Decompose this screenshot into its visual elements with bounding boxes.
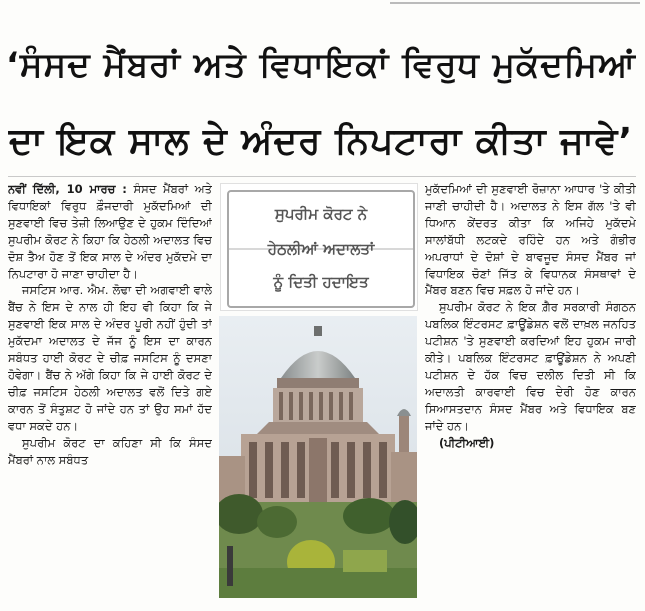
subheading-line-3: ਨੂੰ ਦਿਤੀ ਹਦਾਇਤ [273,273,369,291]
headline-divider [8,176,636,177]
article-paragraph [8,181,212,282]
paragraph-text: ਸੰਸਦ ਮੈਂਬਰਾਂ ਅਤੇ ਵਿਧਾਇਕਾਂ ਵਿਰੁਧ ਫ਼ੌਜਦਾਰੀ ਮੁਕੱਦਮਿਆਂ ਦੀ ਸੁਣਵਾਈ ਵਿਚ ਤੇਜ਼ੀ ਲਿਆਉਣ ਦੇ ਹੁਕਮ ਦਿੰਦਿਆਂ ਸੁਪਰੀਮ ਕੋਰਟ ਨੇ ਕਿਹਾ ਕਿ ਹੇਠਲੀ ਅਦਾਲਤ ਵਿਚ ਦੋਸ਼ ਤੈਅ ਹੋਣ ਤੋਂ ਇਕ ਸਾਲ ਦੇ ਅੰਦਰ ਮੁਕੱਦਮੇ ਦਾ ਨਿਪਟਾਰਾ ਹੋ ਜਾਣਾ ਚਾਹੀਦਾ ਹੈ। [8,182,212,281]
article-paragraph: ਸੁਪਰੀਮ ਕੋਰਟ ਦਾ ਕਹਿਣਾ ਸੀ ਕਿ ਸੰਸਦ ਮੈਂਬਰਾਂ ਨਾਲ ਸਬੰਧਤ [8,435,212,467]
supreme-court-photo [219,316,417,598]
headline-line-2: ਦਾ ਇਕ ਸਾਲ ਦੇ ਅੰਦਰ ਨਿਪਟਾਰਾ ਕੀਤਾ ਜਾਵੇ’ [8,121,634,163]
article-paragraph: ਮੁਕੱਦਮਿਆਂ ਦੀ ਸੁਣਵਾਈ ਰੋਜ਼ਾਨਾ ਆਧਾਰ 'ਤੇ ਕੀਤੀ ਜਾਣੀ ਚਾਹੀਦੀ ਹੈ। ਅਦਾਲਤ ਨੇ ਇਸ ਗੱਲ 'ਤੇ ਵੀ ਧਿਆਨ ਕੇਂਦਰਤ ਕੀਤਾ ਕਿ ਅਜਿਹੇ ਮੁਕੱਦਮੇ ਸਾਲਾਂਬੱਧੀ ਲਟਕਦੇ ਰਹਿੰਦੇ ਹਨ ਅਤੇ ਗੰਭੀਰ ਅਪਰਾਧਾਂ ਦੇ ਦੋਸ਼ਾਂ ਦੇ ਬਾਵਜੂਦ ਸੰਸਦ ਮੈਂਬਰ ਜਾਂ ਵਿਧਾਇਕ ਚੋਣਾਂ ਜਿੱਤ ਕੇ ਵਿਧਾਨਕ ਸੰਸਥਾਵਾਂ ਦੇ ਮੈਂਬਰ ਬਣਨ ਵਿਚ ਸਫ਼ਲ ਹੋ ਜਾਂਦੇ ਹਨ। [425,182,636,298]
dateline: ਨਵੀਂ ਦਿੱਲੀ, 10 ਮਾਰਚ : [8,182,127,196]
gardens [219,494,417,598]
subheading-line-2: ਹੇਠਲੀਆਂ ਅਦਾਲਤਾਂ [267,240,375,258]
agency-credit: (ਪੀਟੀਆਈ) [439,435,495,450]
article-column-left [8,181,212,607]
article-column-right [425,181,636,607]
top-rule [390,2,640,4]
headline-line-1: ‘ਸੰਸਦ ਮੈਂਬਰਾਂ ਅਤੇ ਵਿਧਾਇਕਾਂ ਵਿਰੁਧ ਮੁਕੱਦਮਿਆਂ [6,44,636,85]
subheading-line-1: ਸੁਪਰੀਮ ਕੋਰਟ ਨੇ [274,205,368,223]
article-paragraph: ਸੁਪਰੀਮ ਕੋਰਟ ਨੇ ਇਕ ਗ਼ੈਰ ਸਰਕਾਰੀ ਸੰਗਠਨ ਪਬਲਿਕ ਇੰਟਰਸਟ ਫ਼ਾਊਂਡੇਸ਼ਨ ਵਲੋਂ ਦਾਖ਼ਲ ਜਨਹਿਤ ਪਟੀਸ਼ਨ 'ਤੇ ਸੁਣਵਾਈ ਕਰਦਿਆਂ ਇਹ ਹੁਕਮ ਜਾਰੀ ਕੀਤੇ। ਪਬਲਿਕ ਇੰਟਰਸਟ ਫ਼ਾਊਂਡੇਸ਼ਨ ਨੇ ਅਪਣੀ ਪਟੀਸ਼ਨ ਦੇ ਹੱਕ ਵਿਚ ਦਲੀਲ ਦਿਤੀ ਸੀ ਕਿ ਅਦਾਲਤੀ ਕਾਰਵਾਈ ਵਿਚ ਦੇਰੀ ਹੋਣ ਕਾਰਨ ਸਿਆਸਤਦਾਨ ਸੰਸਦ ਮੈਂਬਰ ਅਤੇ ਵਿਧਾਇਕ ਬਣ ਜਾਂਦੇ ਹਨ। [425,300,636,433]
subheading-frame [227,190,415,308]
subheading-box [220,183,418,311]
article-paragraph: ਜਸਟਿਸ ਆਰ. ਐਮ. ਲੋਢਾ ਦੀ ਅਗਵਾਈ ਵਾਲੇ ਬੈਂਚ ਨੇ ਇਸ ਦੇ ਨਾਲ ਹੀ ਇਹ ਵੀ ਕਿਹਾ ਕਿ ਜੇ ਸੁਣਵਾਈ ਇਕ ਸਾਲ ਦੇ ਅੰਦਰ ਪੂਰੀ ਨਹੀਂ ਹੁੰਦੀ ਤਾਂ ਮੁਕੱਦਮਾ ਅਦਾਲਤ ਦੇ ਜੱਜ ਨੂੰ ਇਸ ਦਾ ਕਾਰਨ ਸਬੰਧਤ ਹਾਈ ਕੋਰਟ ਦੇ ਚੀਫ਼ ਜਸਟਿਸ ਨੂੰ ਦਸਣਾ ਹੋਵੇਗਾ। ਬੈਂਚ ਨੇ ਅੱਗੇ ਕਿਹਾ ਕਿ ਜੇ ਹਾਈ ਕੋਰਟ ਦੇ ਚੀਫ਼ ਜਸਟਿਸ ਹੇਠਲੀ ਅਦਾਲਤ ਵਲੋਂ ਦਿਤੇ ਗਏ ਕਾਰਨ ਤੋਂ ਸੰਤੁਸ਼ਟ ਹੋ ਜਾਂਦੇ ਹਨ ਤਾਂ ਉਹ ਸਮਾਂ ਹੱਦ ਵਧਾ ਸਕਦੇ ਹਨ। [8,283,212,433]
supreme-court-illustration [219,316,417,598]
